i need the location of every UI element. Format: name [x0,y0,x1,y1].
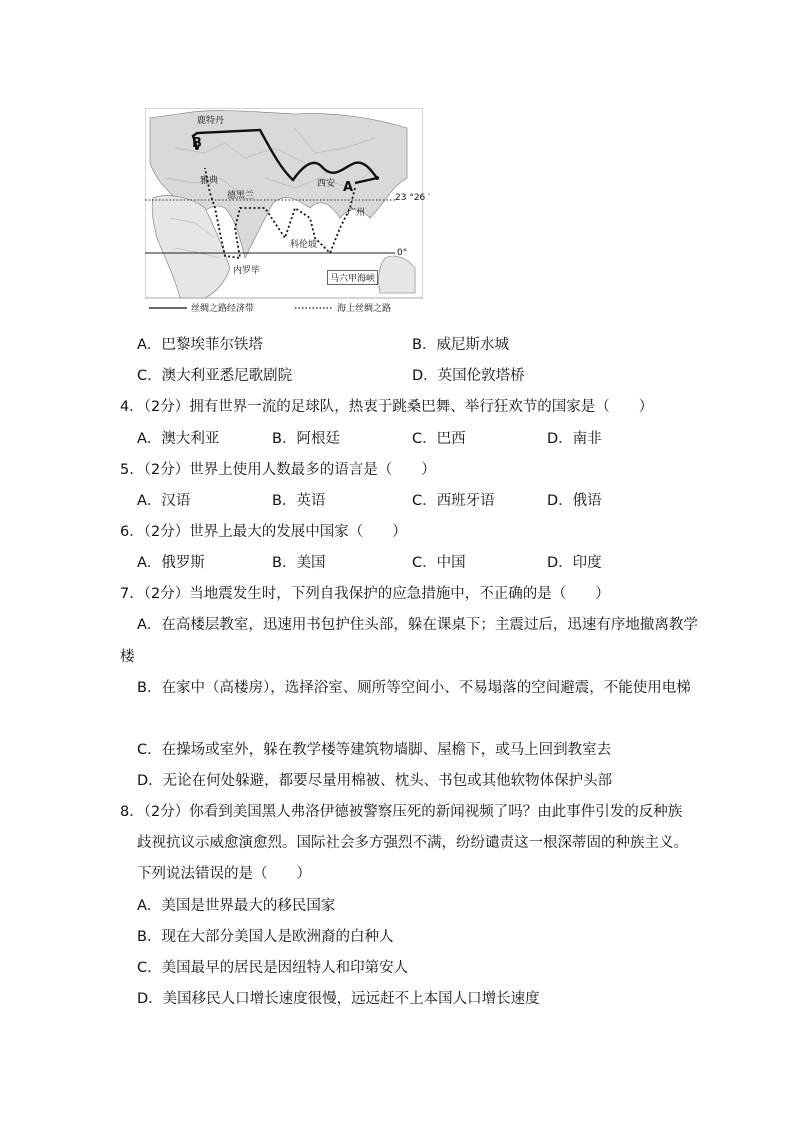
q6-option-a: A．俄罗斯 [137,555,205,571]
q8-stem-line2: 歧视抗议示威愈演愈烈。国际社会多方强烈不满，纷纷谴责这一根深蒂固的种族主义。 [137,835,688,851]
q5-option-c: C．西班牙语 [412,493,495,509]
q3-option-d: D．英国伦敦塔桥 [412,368,525,384]
q6-option-d: D．印度 [547,555,602,571]
q4-option-c: C．巴西 [412,431,466,447]
legend-sea-label: 海上丝绸之路 [337,304,392,314]
q7-option-b: B．在家中（高楼房），选择浴室、厕所等空间小、不易塌落的空间避震，不能使用电梯 [137,680,691,696]
map-label-colombo: 科伦坡 [290,240,318,250]
q5-option-a: A．汉语 [137,493,191,509]
q4-stem: 4．（2分）拥有世界一流的足球队，热衷于跳桑巴舞、举行狂欢节的国家是（ ） [120,399,654,415]
q3-option-c: C．澳大利亚悉尼歌剧院 [137,368,293,384]
map-label-tehran: 德黑兰 [227,191,255,201]
q8-stem-line3: 下列说法错误的是（ ） [137,866,311,882]
map-label-xian: 西安 [317,179,336,189]
q8-option-a: A．美国是世界最大的移民国家 [137,898,336,914]
q6-option-c: C．中国 [412,555,466,571]
map-label-a: A [343,180,354,195]
q5-option-d: D．俄语 [547,493,602,509]
q7-option-d: D．无论在何处躲避，都要尽量用棉被、枕头、书包或其他软物体保护头部 [137,773,613,789]
q5-stem: 5．（2分）世界上使用人数最多的语言是（ ） [120,462,436,478]
map-label-nairobi: 内罗毕 [233,266,261,276]
legend-land-label: 丝绸之路经济带 [191,304,255,314]
map-label-athens: 雅典 [200,176,219,186]
q7-option-a-line1: A．在高楼层教室，迅速用书包护住头部，躲在课桌下；主震过后，迅速有序地撤离教学 [137,617,698,633]
q4-option-a: A．澳大利亚 [137,431,220,447]
map-label-rotterdam: 鹿特丹 [197,116,225,126]
q7-option-c: C．在操场或室外，躲在教学楼等建筑物墙脚、屋檐下，或马上回到教室去 [137,742,612,758]
map-label-equator: 0° [397,248,408,258]
q7-stem: 7．（2分）当地震发生时，下列自我保护的应急措施中，不正确的是（ ） [120,586,610,602]
q8-option-c: C．美国最早的居民是因纽特人和印第安人 [137,960,409,976]
q7-option-a-line2: 楼 [120,649,135,665]
map-svg [145,108,423,315]
q5-option-b: B．英语 [272,493,326,509]
q6-stem: 6．（2分）世界上最大的发展中国家（ ） [120,524,407,540]
map-label-b: B [192,136,202,151]
map-label-tropic: 23 °26 ′ [395,193,431,203]
q3-option-b: B．威尼斯水城 [412,337,509,353]
q6-option-b: B．美国 [272,555,326,571]
q4-option-d: D．南非 [547,431,602,447]
q8-stem-line1: 8．（2分）你看到美国黑人弗洛伊德被警察压死的新闻视频了吗？由此事件引发的反种族 [120,804,683,820]
q8-option-b: B．现在大部分美国人是欧洲裔的白种人 [137,929,394,945]
map-label-guangzhou: 广州 [347,208,366,218]
silk-road-map [145,108,431,315]
q8-option-d: D．美国移民人口增长速度很慢，远远赶不上本国人口增长速度 [137,991,540,1007]
map-label-malacca: 马六甲海峡 [327,270,378,285]
q3-option-a: A．巴黎埃菲尔铁塔 [137,337,263,353]
point-a-dot [375,176,379,180]
q4-option-b: B．阿根廷 [272,431,340,447]
